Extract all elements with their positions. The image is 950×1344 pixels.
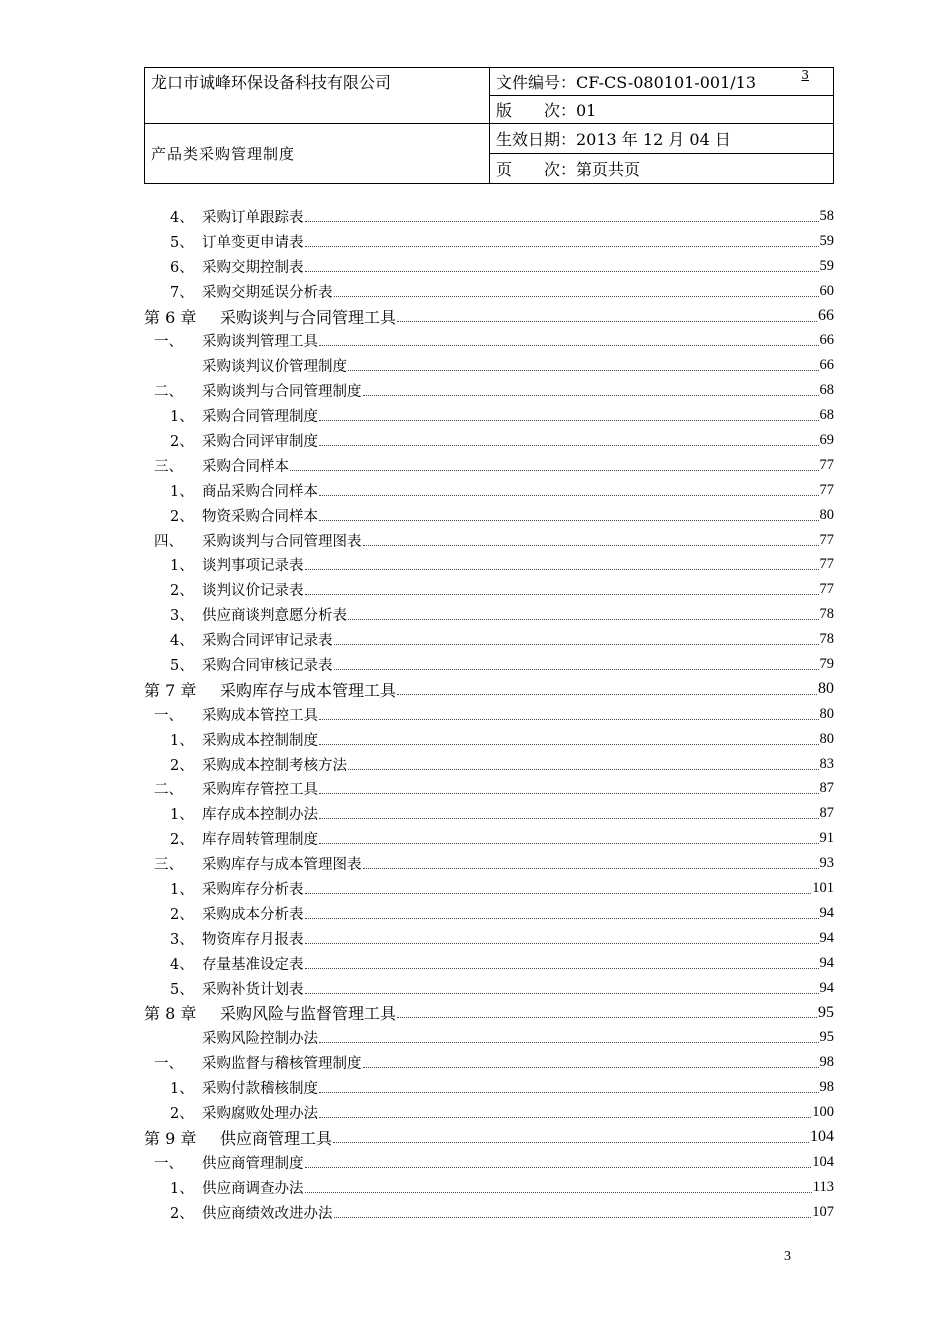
toc-entry-title: 采购成本控制制度 [202,732,318,749]
toc-entry[interactable] [144,353,834,378]
toc-entry-title: 采购补货计划表 [202,981,304,998]
toc-entry-number: 5、 [170,981,194,998]
toc-dot-leader [305,879,812,894]
toc-entry-page: 83 [819,755,834,772]
toc-entry-page: 79 [819,655,834,672]
toc-entry-page: 77 [819,531,834,548]
toc-entry-page: 100 [812,1104,834,1120]
toc-entry-number: 2、 [170,757,194,774]
toc-entry-number: 一、 [154,707,183,724]
toc-entry[interactable] [144,976,834,1001]
company-name: 龙口市诚峰环保设备科技有限公司 [145,68,490,124]
toc-dot-leader [319,829,819,844]
toc-entry-title: 订单变更申请表 [202,234,304,251]
toc-entry[interactable] [144,1100,834,1125]
toc-entry-page: 87 [819,780,834,797]
toc-entry-title: 采购风险控制办法 [202,1031,318,1048]
effective-date: 生效日期：2013 年 12 月 04 日 [490,124,834,154]
toc-entry[interactable] [144,901,834,926]
toc-entry-number: 一、 [154,1155,183,1172]
toc-entry-number: 第 9 章 [144,1128,197,1148]
document-number-superscript: 3 [801,68,809,82]
toc-entry-page: 58 [819,207,834,224]
toc-entry-title: 采购库存与成本管理图表 [202,857,362,874]
document-number [490,68,834,96]
toc-entry-number: 3、 [170,608,194,625]
toc-dot-leader [305,1153,812,1168]
toc-entry[interactable] [144,1150,834,1175]
toc-entry-page: 80 [819,506,834,523]
toc-dot-leader [334,1203,812,1218]
toc-dot-leader [319,705,819,720]
toc-entry-page: 95 [819,1029,834,1046]
toc-entry-page: 77 [819,481,834,498]
toc-entry-page: 68 [819,382,834,399]
toc-dot-leader [319,406,819,421]
toc-dot-leader [305,954,819,969]
toc-entry-title: 采购成本控制考核方法 [202,757,347,774]
toc-entry-number: 二、 [154,782,183,799]
toc-entry-title: 采购谈判与合同管理图表 [202,533,362,550]
toc-entry[interactable] [144,204,834,229]
toc-entry-number: 一、 [154,1056,183,1073]
toc-entry[interactable] [144,304,834,329]
toc-entry-title: 采购谈判与合同管理工具 [220,307,397,327]
toc-dot-leader [334,655,819,670]
toc-entry-title: 采购腐败处理办法 [202,1106,318,1122]
toc-entry-number: 4、 [170,956,194,973]
toc-dot-leader [348,356,819,371]
toc-entry[interactable] [144,876,834,901]
toc-entry-page: 94 [819,929,834,946]
toc-entry-page: 80 [818,680,834,698]
toc-entry-title: 存量基准设定表 [202,956,304,973]
document-header-table [144,67,834,184]
toc-entry-number: 第 8 章 [144,1004,197,1024]
toc-entry-title: 供应商调查办法 [202,1180,304,1197]
toc-dot-leader [319,1078,819,1093]
toc-entry-title: 采购交期控制表 [202,259,304,276]
toc-entry-title: 供应商绩效改进办法 [202,1205,333,1222]
toc-entry-number: 2、 [170,832,194,849]
toc-entry-page: 60 [819,282,834,299]
toc-entry-number: 4、 [170,209,194,226]
toc-entry-title: 供应商管理制度 [202,1155,304,1172]
toc-entry-page: 66 [818,307,834,324]
toc-dot-leader [319,1028,819,1043]
toc-entry[interactable] [144,752,834,777]
toc-entry-page: 66 [819,332,834,349]
toc-entry-page: 101 [812,879,834,896]
toc-entry-title: 采购合同审核记录表 [202,657,333,674]
toc-entry-page: 59 [819,257,834,274]
toc-entry-title: 采购谈判议价管理制度 [202,359,347,376]
toc-entry[interactable] [144,1075,834,1100]
toc-entry-number: 1、 [170,1180,194,1197]
toc-entry-title: 采购监督与稽核管理制度 [202,1056,362,1073]
toc-entry[interactable] [144,403,834,428]
toc-entry-number: 三、 [154,458,183,475]
toc-dot-leader [319,779,819,794]
toc-entry-title: 采购风险与监督管理工具 [220,1004,397,1024]
toc-entry-page: 98 [819,1054,834,1071]
toc-entry-number: 1、 [170,1081,194,1098]
toc-dot-leader [363,531,819,546]
toc-entry-number: 1、 [170,807,194,824]
toc-entry-number: 2、 [170,433,194,450]
toc-entry-page: 95 [818,1003,834,1021]
toc-entry[interactable] [144,851,834,876]
toc-entry-title: 物资库存月报表 [202,931,304,948]
toc-entry-title: 采购合同评审记录表 [202,633,333,650]
toc-entry[interactable] [144,1025,834,1050]
toc-entry-number: 2、 [170,1106,194,1122]
toc-entry-page: 98 [819,1079,834,1096]
toc-entry-number: 5、 [170,657,194,674]
toc-entry-page: 93 [819,855,834,872]
toc-entry-page: 66 [819,357,834,374]
toc-entry-number: 5、 [170,234,194,251]
toc-dot-leader [397,680,817,695]
toc-dot-leader [348,755,819,770]
toc-entry-title: 采购合同样本 [202,458,289,475]
toc-entry[interactable] [144,776,834,801]
toc-dot-leader [319,1103,811,1118]
toc-entry[interactable] [144,652,834,677]
toc-entry-number: 1、 [170,409,194,426]
toc-entry-page: 94 [819,954,834,971]
toc-dot-leader [305,232,819,247]
toc-dot-leader [319,431,819,446]
toc-entry-title: 采购谈判管理工具 [202,334,318,351]
toc-dot-leader [305,207,819,222]
toc-entry-page: 80 [819,705,834,722]
toc-entry-title: 供应商谈判意愿分析表 [202,608,347,625]
toc-entry-page: 104 [810,1128,834,1146]
toc-entry-page: 113 [812,1178,834,1195]
toc-dot-leader [305,580,819,595]
toc-entry[interactable] [144,1200,834,1225]
toc-dot-leader [397,1003,817,1018]
toc-entry-title: 库存周转管理制度 [202,832,318,849]
toc-entry-number: 7、 [170,284,194,301]
toc-entry-page: 87 [819,805,834,822]
toc-entry[interactable] [144,1175,834,1200]
toc-entry[interactable] [144,229,834,254]
toc-entry-number: 第 7 章 [144,680,197,700]
toc-entry-page: 80 [819,730,834,747]
toc-dot-leader [334,630,819,645]
toc-dot-leader [319,804,819,819]
toc-entry-number: 3、 [170,931,194,948]
toc-entry-number: 1、 [170,881,194,898]
toc-entry[interactable] [144,428,834,453]
toc-entry[interactable] [144,951,834,976]
toc-dot-leader [319,331,819,346]
toc-dot-leader [319,730,819,745]
page-number: 3 [784,1249,791,1264]
toc-dot-leader [305,1178,812,1193]
toc-entry[interactable] [144,1125,834,1150]
toc-dot-leader [305,929,819,944]
toc-dot-leader [363,854,819,869]
toc-entry-title: 采购付款稽核制度 [202,1081,318,1098]
toc-entry-page: 104 [812,1153,834,1170]
toc-entry[interactable] [144,727,834,752]
toc-dot-leader [334,282,819,297]
toc-entry[interactable] [144,503,834,528]
toc-entry[interactable] [144,453,834,478]
toc-dot-leader [305,904,819,919]
document-title: 产品类采购管理制度 [145,124,490,184]
toc-entry-title: 采购库存分析表 [202,881,304,898]
toc-entry[interactable] [144,577,834,602]
table-of-contents [144,204,834,1225]
toc-dot-leader [305,257,819,272]
toc-dot-leader [397,307,817,322]
toc-entry-number: 四、 [154,533,183,550]
toc-entry-number: 三、 [154,857,183,874]
toc-entry-title: 供应商管理工具 [220,1128,333,1148]
toc-entry-title: 采购合同评审制度 [202,433,318,450]
toc-entry-title: 库存成本控制办法 [202,807,318,824]
toc-entry-number: 2、 [170,508,194,525]
toc-entry-title: 采购订单跟踪表 [202,209,304,226]
toc-entry[interactable] [144,552,834,577]
toc-entry-title: 物资采购合同样本 [202,508,318,525]
toc-entry-title: 采购成本分析表 [202,906,304,923]
toc-entry[interactable] [144,801,834,826]
toc-entry-title: 采购成本管控工具 [202,707,318,724]
toc-entry[interactable] [144,627,834,652]
toc-entry[interactable] [144,378,834,403]
toc-dot-leader [305,555,819,570]
toc-entry-number: 1、 [170,483,194,500]
toc-entry-page: 94 [819,904,834,921]
toc-dot-leader [333,1128,809,1143]
toc-entry-page: 91 [819,830,834,847]
toc-entry-page: 77 [819,456,834,473]
toc-entry[interactable] [144,1001,834,1026]
toc-dot-leader [363,381,819,396]
toc-dot-leader [319,481,819,496]
toc-entry[interactable] [144,328,834,353]
toc-dot-leader [363,1053,819,1068]
toc-entry-number: 一、 [154,334,183,351]
toc-entry-number: 6、 [170,259,194,276]
toc-dot-leader [319,506,819,521]
toc-entry-page: 77 [819,556,834,573]
toc-entry-page: 69 [819,431,834,448]
toc-entry[interactable] [144,254,834,279]
toc-entry[interactable] [144,826,834,851]
toc-entry-number: 2、 [170,906,194,923]
page-info: 页 次：第页共页 [490,154,834,184]
toc-entry-number: 第 6 章 [144,307,197,327]
toc-entry-title: 谈判事项记录表 [202,558,304,575]
document-number-text: 文件编号：CF-CS-080101-001/13 [496,73,757,92]
toc-entry-number: 1、 [170,558,194,575]
toc-entry-page: 77 [819,581,834,598]
toc-entry[interactable] [144,478,834,503]
toc-entry[interactable] [144,528,834,553]
toc-entry-title: 采购谈判与合同管理制度 [202,384,362,401]
toc-entry-page: 68 [819,407,834,424]
toc-dot-leader [305,979,819,994]
toc-entry[interactable] [144,926,834,951]
toc-entry-title: 采购合同管理制度 [202,409,318,426]
toc-entry-number: 2、 [170,1205,194,1222]
toc-entry-page: 94 [819,979,834,996]
toc-entry-number: 2、 [170,583,194,600]
toc-entry-page: 107 [812,1203,834,1220]
toc-entry-title: 采购库存与成本管理工具 [220,680,397,700]
toc-entry-number: 二、 [154,384,183,401]
toc-entry-page: 78 [819,631,834,648]
toc-entry[interactable] [144,1050,834,1075]
toc-entry-number: 4、 [170,633,194,650]
version: 版 次：01 [490,96,834,124]
toc-entry-title: 采购交期延误分析表 [202,284,333,301]
toc-entry-page: 59 [819,232,834,249]
toc-dot-leader [290,456,819,471]
toc-entry-title: 采购库存管控工具 [202,782,318,799]
toc-entry-number: 1、 [170,732,194,749]
toc-entry-title: 谈判议价记录表 [202,583,304,600]
toc-entry-page: 78 [819,606,834,623]
toc-entry-title: 商品采购合同样本 [202,483,318,500]
toc-entry[interactable] [144,702,834,727]
toc-entry[interactable] [144,279,834,304]
toc-dot-leader [348,605,819,620]
toc-entry[interactable] [144,677,834,702]
toc-entry[interactable] [144,602,834,627]
